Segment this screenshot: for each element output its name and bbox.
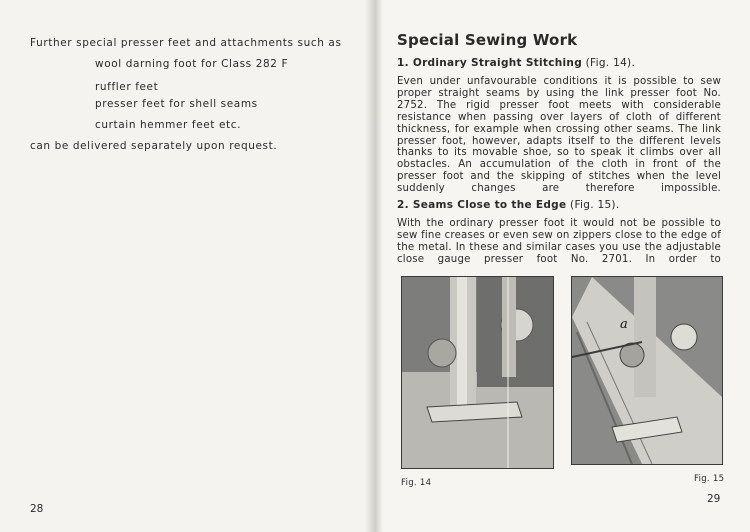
book-gutter [365, 0, 383, 532]
section2-heading [397, 199, 619, 211]
left-page [0, 0, 372, 532]
attachment-item-2: ruffler feet [95, 81, 159, 93]
figure-15-label-a: a [620, 317, 628, 332]
left-outro: can be delivered separately upon request. [30, 140, 278, 152]
section2-fig-ref: (Fig. 15). [570, 199, 620, 211]
section1-heading [397, 57, 635, 69]
section2-body: With the ordinary presser foot it would not be possible to sew fine creases or even sew on zippers close to the edge of the metal. In these and similar cases you use the adjustable close gauge presser foot No. 2701. In order to [397, 218, 721, 265]
figure-14-caption: Fig. 14 [401, 478, 432, 488]
figure-15-photo [571, 276, 723, 465]
attachment-item-1: wool darning foot for Class 282 F [95, 58, 289, 70]
section1-heading-text: 1. Ordinary Straight Stitching [397, 57, 583, 69]
figure-15-caption: Fig. 15 [694, 474, 725, 484]
page-number-left: 28 [30, 503, 44, 515]
attachment-item-4: curtain hemmer feet etc. [95, 119, 242, 131]
attachment-item-3: presser feet for shell seams [95, 98, 258, 110]
section1-fig-ref: (Fig. 14). [585, 57, 636, 69]
section1-body: Even under unfavourable conditions it is possible to sew proper straight seams by using the link presser foot No. 2752. The rigid presser foot meets with considerable resistance when passing over layers of cloth of different thickness, for example when crossing other seams. The link presser foot, however, adapts itself to the different levels thanks to its movable shoe, so to speak it climbs over all obstacles. An accumulation of the cloth in front of the presser foot and the skipping of stitches when the level suddenly changes are therefore impossible. [397, 76, 721, 195]
left-intro: Further special presser feet and attachments such as [30, 37, 342, 49]
page-number-right: 29 [707, 493, 721, 505]
close-gauge-foot-illustration [572, 277, 722, 464]
section2-heading-text: 2. Seams Close to the Edge [397, 199, 567, 211]
presser-foot-illustration [402, 277, 553, 468]
page-title: Special Sewing Work [397, 31, 578, 49]
figure-14-photo [401, 276, 554, 469]
